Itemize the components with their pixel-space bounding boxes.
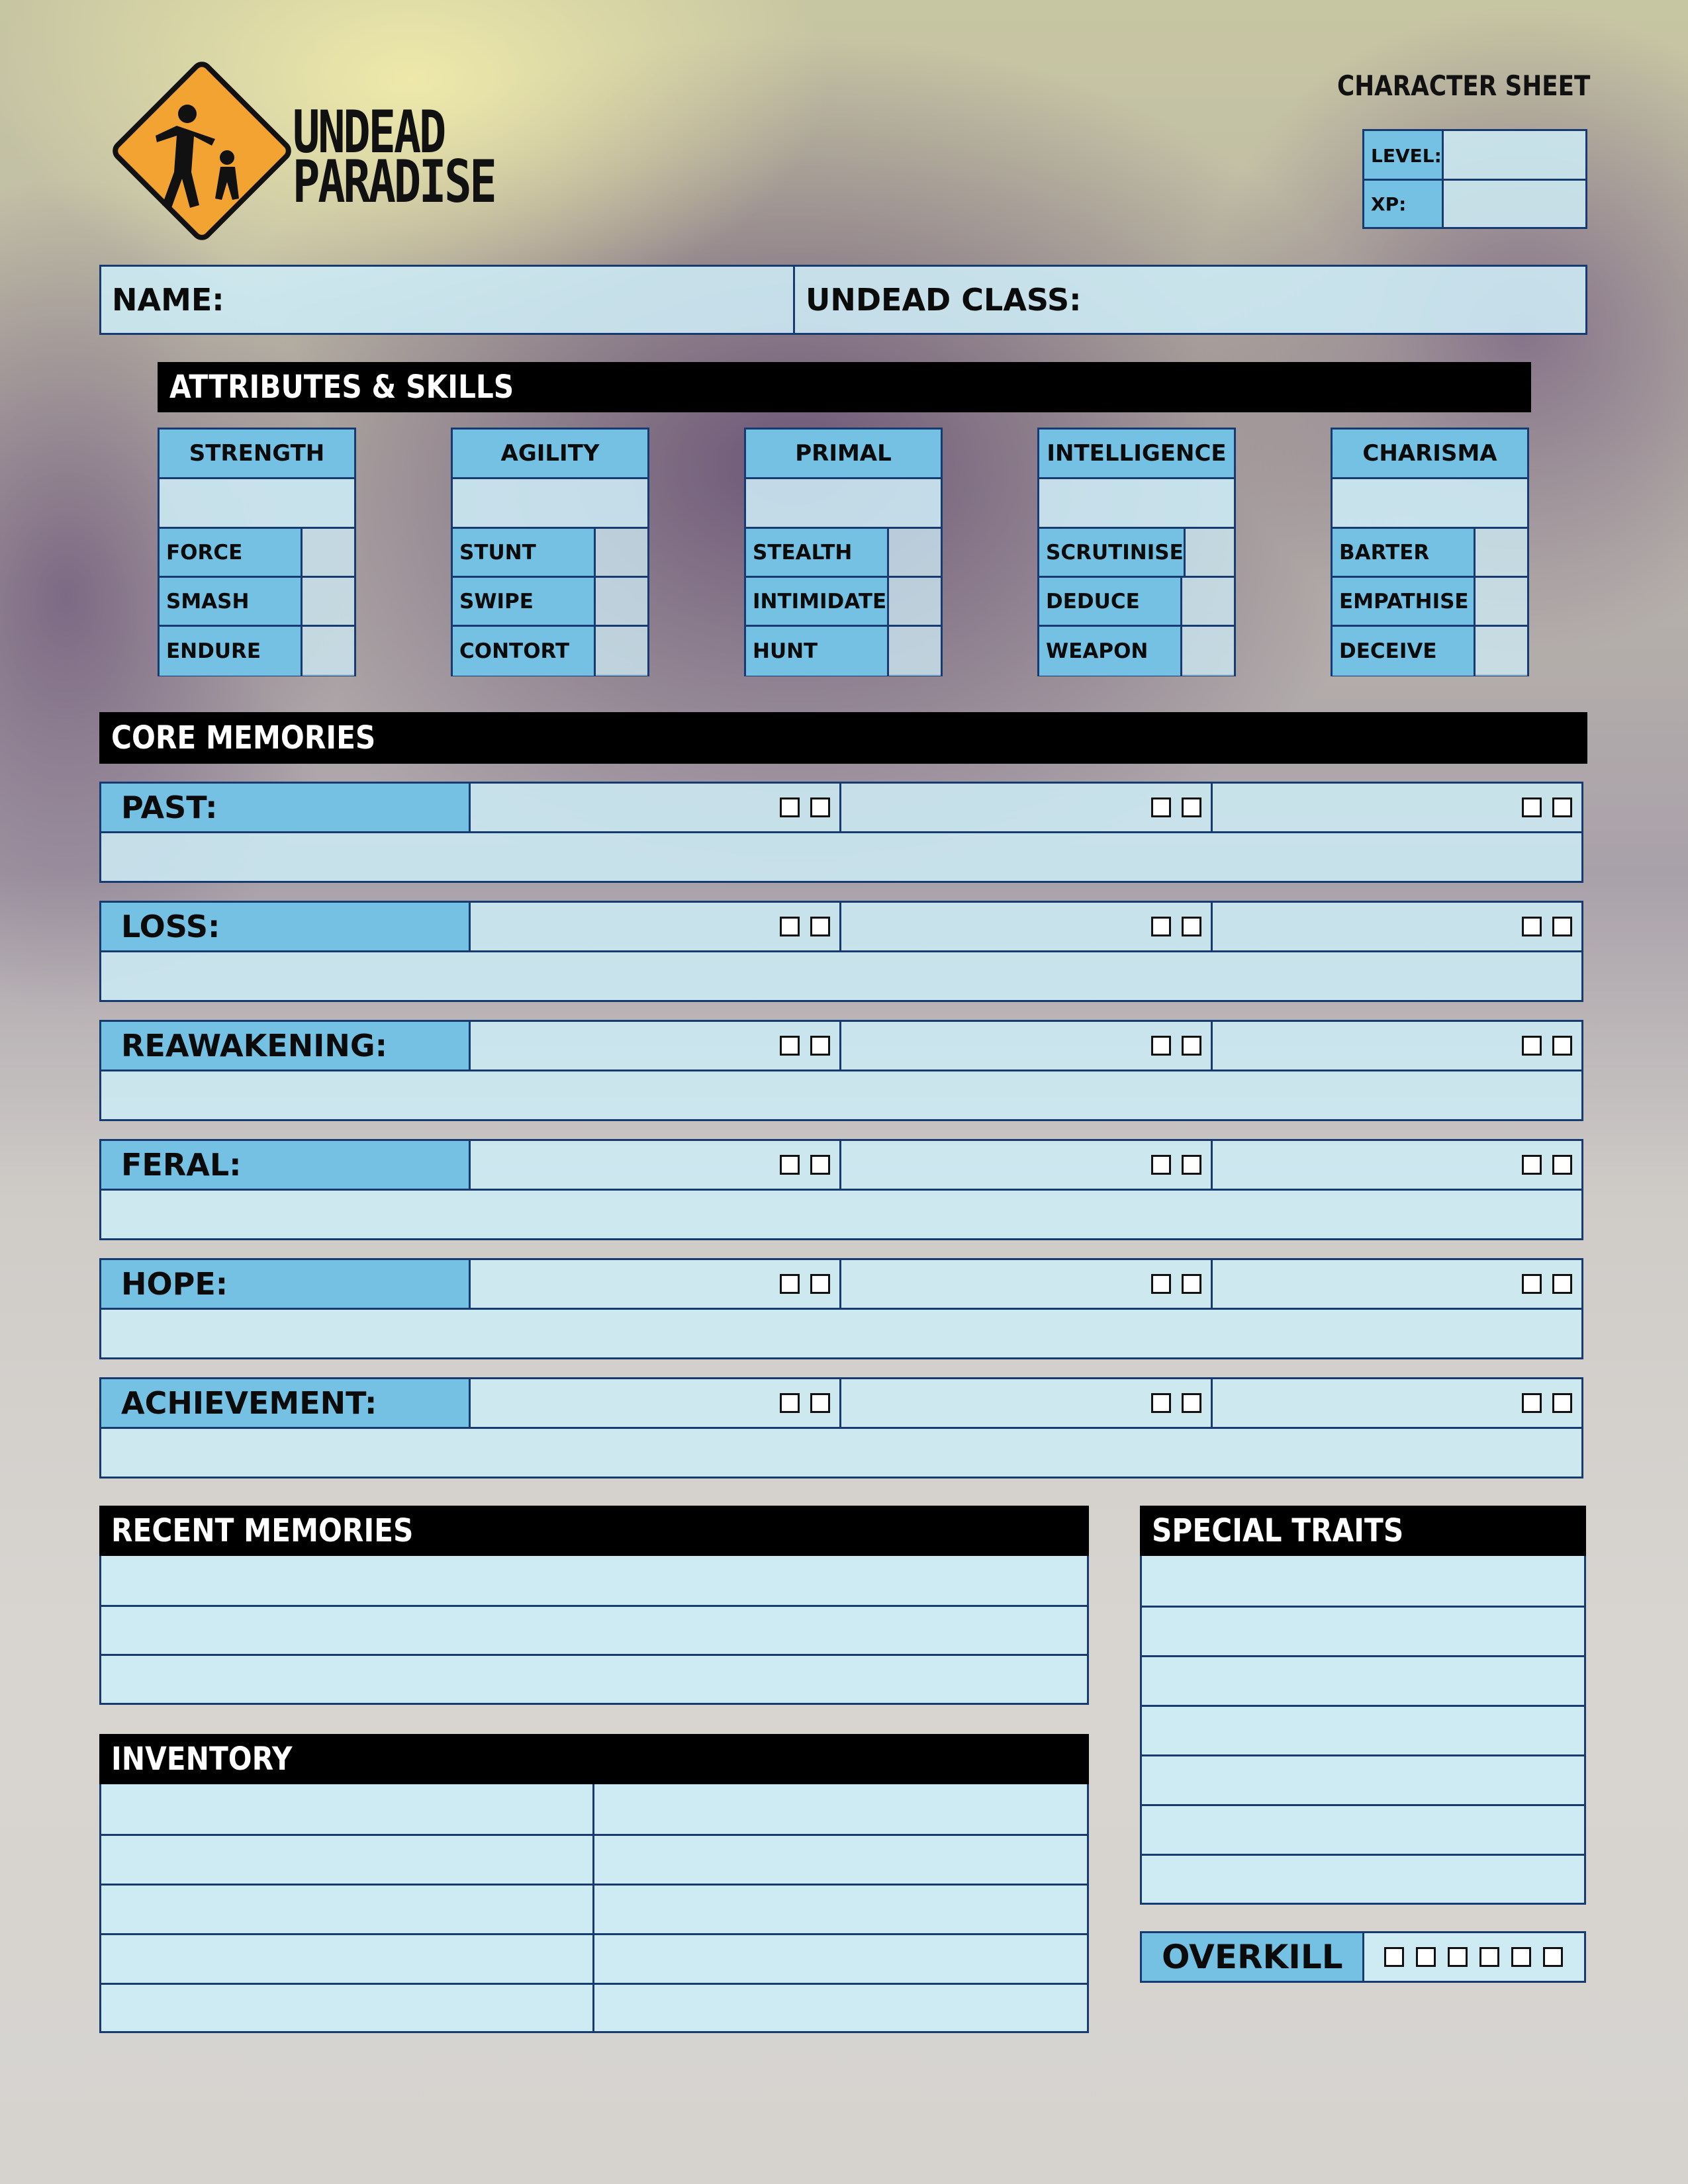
inventory-slot[interactable]	[101, 1884, 594, 1933]
logo-title-line1: UNDEAD	[293, 98, 445, 166]
skill-name: SWIPE	[453, 578, 596, 625]
checkbox[interactable]	[780, 917, 800, 936]
memory-slot[interactable]	[1213, 1260, 1581, 1308]
memory-label: ACHIEVEMENT:	[101, 1379, 471, 1427]
special-traits-panel	[1140, 1556, 1586, 1905]
checkbox[interactable]	[1552, 1155, 1572, 1175]
inventory-panel	[99, 1784, 1089, 2033]
memory-slot[interactable]	[1213, 784, 1581, 831]
memory-slot[interactable]	[471, 903, 841, 950]
core-memory-reawakening	[99, 1020, 1583, 1121]
memory-slot[interactable]	[471, 1022, 841, 1069]
memory-text-input[interactable]	[101, 1310, 1581, 1357]
checkbox[interactable]	[1552, 797, 1572, 817]
memory-text-input[interactable]	[101, 833, 1581, 881]
memory-text-input[interactable]	[101, 952, 1581, 1000]
core-memory-achievement	[99, 1377, 1583, 1479]
checkbox[interactable]	[1151, 797, 1171, 817]
inventory-slot[interactable]	[594, 1983, 1088, 2032]
skill-value-input[interactable]	[1182, 627, 1234, 676]
memory-slot[interactable]	[1213, 1141, 1581, 1189]
checkbox[interactable]	[1522, 797, 1542, 817]
memory-slot[interactable]	[1213, 1379, 1581, 1427]
skill-value-input[interactable]	[889, 578, 941, 625]
sheet-title: CHARACTER SHEET	[1337, 69, 1591, 102]
attribute-charisma	[1331, 428, 1529, 676]
memory-slot[interactable]	[841, 1379, 1212, 1427]
inventory-slot[interactable]	[594, 1884, 1088, 1933]
skill-name: DECEIVE	[1333, 627, 1476, 676]
checkbox[interactable]	[1552, 1274, 1572, 1294]
recent-memory-line[interactable]	[101, 1605, 1087, 1654]
skill-name: ENDURE	[160, 627, 303, 676]
memory-slot[interactable]	[1213, 903, 1581, 950]
memory-slot[interactable]	[471, 1379, 841, 1427]
xp-input[interactable]	[1444, 181, 1585, 227]
logo-title-line2: PARADISE	[293, 148, 495, 216]
skill-name: CONTORT	[453, 627, 596, 676]
name-label: NAME:	[112, 282, 224, 318]
attribute-value-input[interactable]	[746, 479, 941, 529]
checkbox[interactable]	[780, 1155, 800, 1175]
skill-name: DEDUCE	[1039, 578, 1182, 625]
checkbox[interactable]	[1522, 1036, 1542, 1056]
recent-memories-title: RECENT MEMORIES	[111, 1512, 414, 1549]
memory-label: FERAL:	[101, 1141, 471, 1189]
overkill-tracker	[1140, 1931, 1586, 1983]
inventory-slot[interactable]	[101, 1933, 594, 1983]
checkbox[interactable]	[810, 1393, 830, 1413]
zombie-figures-icon	[116, 73, 288, 232]
checkbox[interactable]	[780, 1274, 800, 1294]
checkbox[interactable]	[1522, 917, 1542, 936]
memory-slot[interactable]	[471, 784, 841, 831]
overkill-checkbox[interactable]	[1479, 1947, 1499, 1967]
attribute-value-input[interactable]	[1333, 479, 1527, 529]
skill-name: BARTER	[1333, 529, 1476, 576]
special-trait-line[interactable]	[1142, 1655, 1584, 1705]
skill-value-input[interactable]	[303, 627, 354, 676]
memory-label: LOSS:	[101, 903, 471, 950]
skill-value-input[interactable]	[303, 578, 354, 625]
checkbox[interactable]	[810, 1274, 830, 1294]
checkbox[interactable]	[1552, 1036, 1572, 1056]
recent-memory-line[interactable]	[101, 1556, 1087, 1605]
checkbox[interactable]	[1151, 917, 1171, 936]
checkbox[interactable]	[1182, 1274, 1201, 1294]
overkill-checkbox[interactable]	[1543, 1947, 1563, 1967]
checkbox[interactable]	[810, 1155, 830, 1175]
memory-label: HOPE:	[101, 1260, 471, 1308]
undead-class-field[interactable]	[795, 267, 1585, 333]
inventory-header	[99, 1734, 1089, 1784]
core-memory-feral	[99, 1139, 1583, 1240]
inventory-slot[interactable]	[101, 1983, 594, 2032]
memory-slot[interactable]	[841, 784, 1212, 831]
memory-text-input[interactable]	[101, 1429, 1581, 1477]
memory-text-input[interactable]	[101, 1071, 1581, 1119]
memory-slot[interactable]	[841, 1141, 1212, 1189]
xp-field[interactable]	[1362, 179, 1587, 229]
skill-value-input[interactable]	[1182, 578, 1234, 625]
attribute-name: INTELLIGENCE	[1039, 430, 1234, 479]
attributes-title: ATTRIBUTES & SKILLS	[169, 369, 514, 406]
attribute-primal	[744, 428, 943, 676]
checkbox[interactable]	[1552, 1393, 1572, 1413]
memory-slot[interactable]	[1213, 1022, 1581, 1069]
attribute-value-input[interactable]	[1039, 479, 1234, 529]
checkbox[interactable]	[810, 797, 830, 817]
core-memory-past	[99, 782, 1583, 883]
recent-memory-line[interactable]	[101, 1654, 1087, 1703]
attribute-name: CHARISMA	[1333, 430, 1527, 479]
inventory-slot[interactable]	[101, 1834, 594, 1884]
skill-value-input[interactable]	[1476, 529, 1527, 576]
checkbox[interactable]	[1151, 1155, 1171, 1175]
attribute-name: STRENGTH	[160, 430, 354, 479]
memory-label: REAWAKENING:	[101, 1022, 471, 1069]
attribute-name: PRIMAL	[746, 430, 941, 479]
core-memory-hope	[99, 1258, 1583, 1359]
special-traits-title: SPECIAL TRAITS	[1152, 1512, 1404, 1549]
skill-value-input[interactable]	[596, 578, 647, 625]
skill-value-input[interactable]	[1476, 627, 1527, 676]
skill-value-input[interactable]	[596, 627, 647, 676]
overkill-checkbox[interactable]	[1416, 1947, 1436, 1967]
skill-name: INTIMIDATE	[746, 578, 889, 625]
recent-memories-header	[99, 1506, 1089, 1556]
special-trait-line[interactable]	[1142, 1854, 1584, 1903]
inventory-slot[interactable]	[594, 1933, 1088, 1983]
checkbox[interactable]	[810, 1036, 830, 1056]
level-input[interactable]	[1444, 131, 1585, 181]
skill-name: WEAPON	[1039, 627, 1182, 676]
checkbox[interactable]	[1522, 1393, 1542, 1413]
recent-memories-panel	[99, 1556, 1089, 1705]
special-trait-line[interactable]	[1142, 1556, 1584, 1606]
overkill-checkbox[interactable]	[1448, 1947, 1468, 1967]
level-field[interactable]	[1362, 129, 1587, 181]
special-trait-line[interactable]	[1142, 1705, 1584, 1754]
level-label: LEVEL:	[1364, 131, 1444, 181]
special-trait-line[interactable]	[1142, 1804, 1584, 1854]
attributes-header	[158, 362, 1531, 412]
memory-slot[interactable]	[841, 1022, 1212, 1069]
core-memories-title: CORE MEMORIES	[111, 719, 376, 756]
skill-name: HUNT	[746, 627, 889, 676]
special-trait-line[interactable]	[1142, 1754, 1584, 1804]
attribute-value-input[interactable]	[453, 479, 647, 529]
inventory-slot[interactable]	[101, 1784, 594, 1834]
checkbox[interactable]	[1552, 917, 1572, 936]
xp-label: XP:	[1364, 181, 1444, 227]
inventory-slot[interactable]	[594, 1784, 1088, 1834]
checkbox[interactable]	[1182, 1036, 1201, 1056]
skill-name: SMASH	[160, 578, 303, 625]
attribute-agility	[451, 428, 649, 676]
skill-name: SCRUTINISE	[1039, 529, 1186, 576]
memory-slot[interactable]	[841, 903, 1212, 950]
checkbox[interactable]	[780, 1393, 800, 1413]
overkill-label: OVERKILL	[1142, 1933, 1364, 1981]
skill-name: FORCE	[160, 529, 303, 576]
checkbox[interactable]	[1151, 1274, 1171, 1294]
skill-value-input[interactable]	[1186, 529, 1234, 576]
skill-value-input[interactable]	[596, 529, 647, 576]
special-trait-line[interactable]	[1142, 1606, 1584, 1655]
memory-label: PAST:	[101, 784, 471, 831]
skill-value-input[interactable]	[889, 529, 941, 576]
memory-slot[interactable]	[471, 1260, 841, 1308]
identity-bar	[99, 265, 1587, 335]
skill-name: EMPATHISE	[1333, 578, 1476, 625]
attribute-name: AGILITY	[453, 430, 647, 479]
inventory-title: INVENTORY	[111, 1741, 293, 1778]
core-memories-header	[99, 712, 1587, 764]
checkbox[interactable]	[1151, 1393, 1171, 1413]
overkill-checkbox[interactable]	[1384, 1947, 1404, 1967]
memory-text-input[interactable]	[101, 1191, 1581, 1238]
skill-name: STUNT	[453, 529, 596, 576]
memory-slot[interactable]	[471, 1141, 841, 1189]
skill-value-input[interactable]	[889, 627, 941, 676]
checkbox[interactable]	[1182, 1155, 1201, 1175]
attribute-value-input[interactable]	[160, 479, 354, 529]
checkbox[interactable]	[1182, 797, 1201, 817]
checkbox[interactable]	[1151, 1036, 1171, 1056]
overkill-checkbox[interactable]	[1511, 1947, 1531, 1967]
checkbox[interactable]	[1182, 1393, 1201, 1413]
attribute-strength	[158, 428, 356, 676]
skill-value-input[interactable]	[303, 529, 354, 576]
checkbox[interactable]	[780, 797, 800, 817]
name-field[interactable]	[101, 267, 795, 333]
skill-value-input[interactable]	[1476, 578, 1527, 625]
checkbox[interactable]	[780, 1036, 800, 1056]
undead-class-label: UNDEAD CLASS:	[806, 282, 1082, 318]
checkbox[interactable]	[810, 917, 830, 936]
skill-name: STEALTH	[746, 529, 889, 576]
attribute-intelligence	[1037, 428, 1236, 676]
checkbox[interactable]	[1522, 1274, 1542, 1294]
inventory-slot[interactable]	[594, 1834, 1088, 1884]
special-traits-header	[1140, 1506, 1586, 1556]
checkbox[interactable]	[1522, 1155, 1542, 1175]
checkbox[interactable]	[1182, 917, 1201, 936]
core-memory-loss	[99, 901, 1583, 1002]
memory-slot[interactable]	[841, 1260, 1212, 1308]
